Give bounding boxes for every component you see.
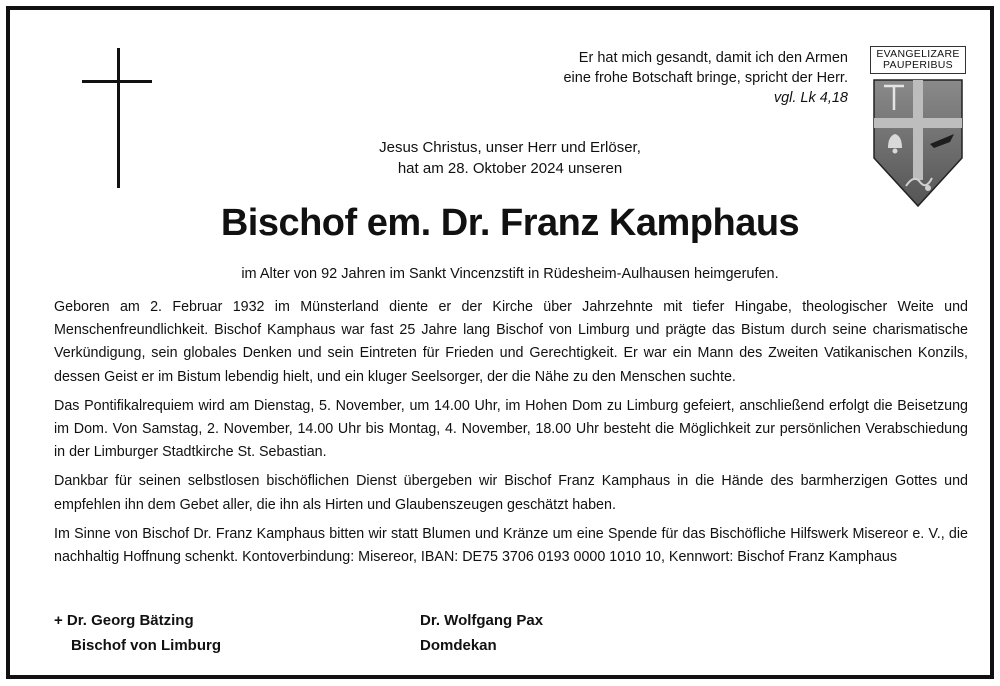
- paragraph-gratitude: Dankbar für seinen selbstlosen bischöflichen Dienst übergeben wir Bischof Franz Kamphaus in die Hände des barmherzigen Gottes und empfehlen ihn dem Gebet aller, die ihn als Hirten und Glaubenszeugen geschätzt haben.: [54, 473, 968, 513]
- motto-line-1: EVANGELIZARE: [876, 48, 960, 60]
- verse-line-2: eine frohe Botschaft bringe, spricht der Herr.: [563, 70, 848, 86]
- bible-verse: [530, 48, 848, 108]
- obituary-body: [54, 296, 968, 575]
- coat-of-arms-motto: [870, 46, 966, 74]
- shield-icon: [870, 78, 966, 208]
- obituary-notice: [6, 6, 994, 679]
- paragraph-biography: Geboren am 2. Februar 1932 im Münsterland diente er der Kirche über Jahrzehnte mit tiefer Hingabe, theologischer Weite und Menschenfreundlichkeit. Bischof Kamphaus war fast 25 Jahre lang Bischof von Limburg und prägte das Bistum durch seine charismatische Verkündigung, sein globales Denken und sein Eintreten für Frieden und Gerechtigkeit. Er war ein Mann des Zweiten Vatikanischen Konzils, dessen Geist er im Bistum lebendig hielt, und ein kluger Seelsorger, der die Nähe zu den Menschen suchte.: [54, 299, 968, 385]
- intro-line-1: Jesus Christus, unser Herr und Erlöser,: [379, 139, 641, 156]
- signature-bishop: [54, 608, 221, 658]
- signature-dean: [420, 608, 543, 658]
- verse-line-1: Er hat mich gesandt, damit ich den Armen: [578, 50, 848, 66]
- signature-title: Domdekan: [420, 637, 497, 654]
- motto-line-2: PAUPERIBUS: [883, 59, 953, 71]
- paragraph-donation: Im Sinne von Bischof Dr. Franz Kamphaus bitten wir statt Blumen und Kränze um eine Spende für das Bischöfliche Hilfswerk Misereor e. V., die nachhaltig Hoffnung schenkt. Kontoverbindung: Misereor, IBAN: DE75 3706 0193 0000 1010 10, Kennwort: Bischof Franz Kamphaus: [54, 525, 968, 566]
- signature-name: + Dr. Georg Bätzing: [54, 612, 194, 629]
- signature-name: Dr. Wolfgang Pax: [420, 612, 544, 629]
- intro-text: [310, 137, 710, 179]
- cross-icon: [82, 48, 152, 188]
- coat-of-arms: [870, 46, 966, 226]
- signature-title: Bischof von Limburg: [71, 637, 221, 654]
- deceased-name: Bischof em. Dr. Franz Kamphaus: [220, 202, 800, 244]
- intro-line-2: hat am 28. Oktober 2024 unseren: [397, 160, 623, 177]
- paragraph-requiem: Das Pontifikalrequiem wird am Dienstag, 5. November, um 14.00 Uhr, im Hohen Dom zu Limburg gefeiert, anschließend erfolgt die Beisetzung im Dom. Von Samstag, 2. November, 14.00 Uhr bis Montag, 4. November, 18.00 Uhr besteht die Möglichkeit zur persönlichen Verabschiedung in der Limburger Stadtkirche St. Sebastian.: [54, 397, 968, 461]
- verse-reference: vgl. Lk 4,18: [773, 90, 848, 106]
- homecoming-line: im Alter von 92 Jahren im Sankt Vincenzstift in Rüdesheim-Aulhausen heimgerufen.: [241, 266, 779, 282]
